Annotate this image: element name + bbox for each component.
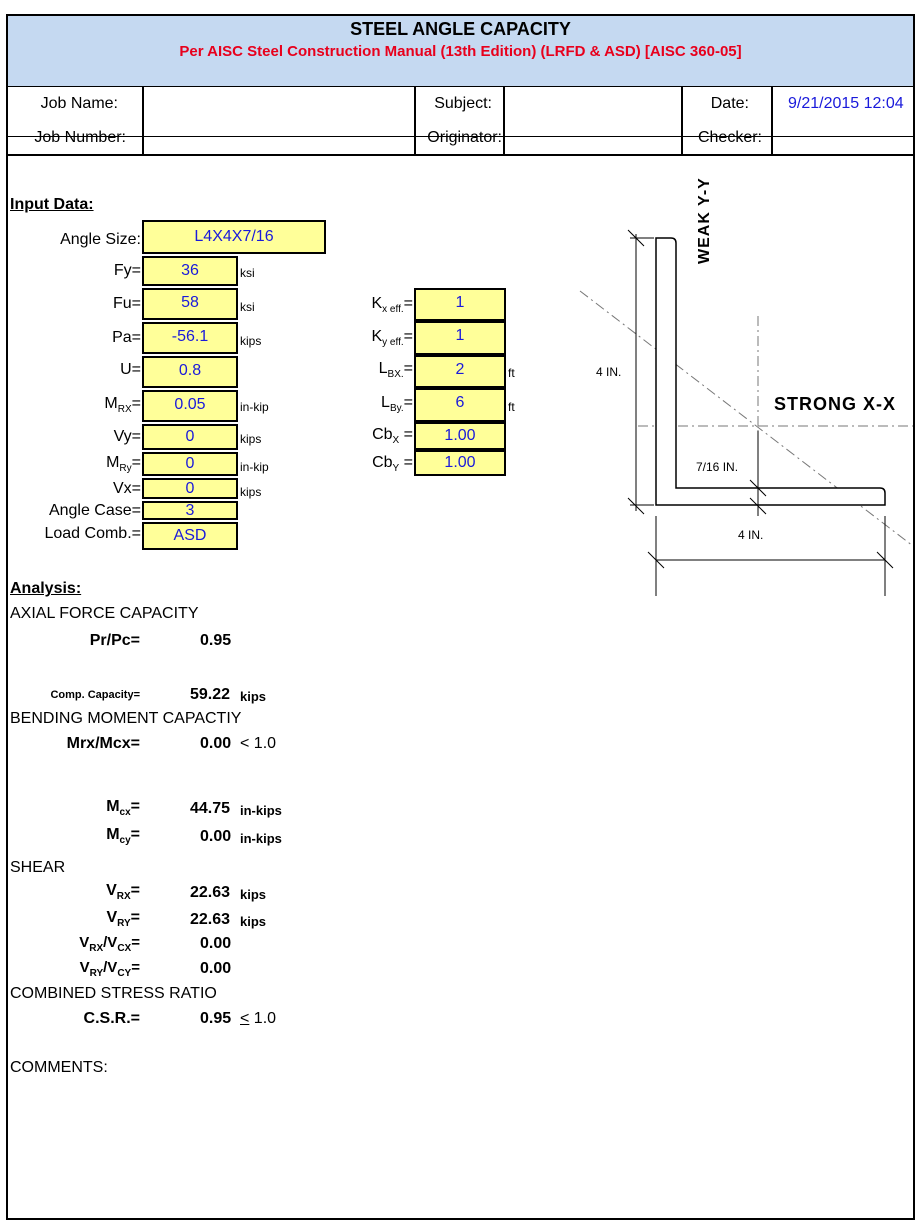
originator-field[interactable] xyxy=(506,138,680,153)
mry-input[interactable]: 0 xyxy=(142,452,238,476)
lby-input[interactable]: 6 xyxy=(414,388,506,422)
vry-value: 22.63 xyxy=(190,911,231,928)
mcx-unit: in-kips xyxy=(240,803,282,818)
bending-title: BENDING MOMENT CAPACTIY xyxy=(10,710,242,727)
cbx-label: $Cb_X$ = xyxy=(372,426,413,447)
pa-input[interactable]: -56.1 xyxy=(142,322,238,354)
mrx-mcx-note: < 1.0 xyxy=(240,735,277,752)
checker-field[interactable] xyxy=(774,138,912,153)
fy-unit: ksi xyxy=(240,266,255,280)
page-subtitle: Per AISC Steel Construction Manual (13th Edition) (LRFD & ASD) [AISC 360-05] xyxy=(179,43,742,60)
lby-unit: ft xyxy=(508,400,515,414)
height-dimension: 4 IN. xyxy=(596,365,622,379)
subject-field[interactable] xyxy=(506,88,680,135)
lbx-label: $L_{BX.}=$ xyxy=(378,360,413,381)
strong-axis-label: STRONG X-X xyxy=(774,394,897,414)
vry-vcy-value: 0.00 xyxy=(200,960,232,977)
shear-title: SHEAR xyxy=(10,859,66,876)
cby-label: $Cb_Y$ = xyxy=(372,454,413,475)
pa-label: Pa= xyxy=(112,329,141,346)
mry-label: $M_{Ry}=$ xyxy=(106,454,141,475)
vrx-label: $V_{RX}=$ xyxy=(106,882,140,903)
date-label: Date: xyxy=(710,95,749,112)
weak-axis-label: WEAK Y-Y xyxy=(696,177,713,264)
vy-unit: kips xyxy=(240,432,262,446)
job-name-label: Job Name: xyxy=(40,95,118,112)
job-number-field[interactable] xyxy=(145,138,413,153)
mcy-unit: in-kips xyxy=(240,831,282,846)
load-comb-input[interactable]: ASD xyxy=(142,522,238,550)
mrx-mcx-value: 0.00 xyxy=(200,735,232,752)
lbx-input[interactable]: 2 xyxy=(414,355,506,388)
vry-vcy-label: $V_{RY}/V_{CY}=$ xyxy=(79,959,140,979)
mry-unit: in-kip xyxy=(240,460,269,474)
vrx-vcx-value: 0.00 xyxy=(200,935,232,952)
pa-unit: kips xyxy=(240,334,262,348)
prpc-value: 0.95 xyxy=(200,632,232,649)
page-title: STEEL ANGLE CAPACITY xyxy=(350,19,571,39)
angle-size-input[interactable]: L4X4X7/16 xyxy=(142,220,326,254)
lby-label: $L_{By.}=$ xyxy=(381,394,413,415)
mrx-input[interactable]: 0.05 xyxy=(142,390,238,422)
angle-case-input[interactable]: 3 xyxy=(142,501,238,520)
mcx-value: 44.75 xyxy=(190,800,231,817)
date-field[interactable]: 9/21/2015 12:04 xyxy=(788,95,904,112)
fy-label: Fy= xyxy=(113,262,141,279)
comp-capacity-value: 59.22 xyxy=(190,686,231,703)
worksheet xyxy=(6,14,915,1220)
title-banner xyxy=(8,16,913,87)
cby-input[interactable]: 1.00 xyxy=(414,450,506,476)
mrx-mcx-label: Mrx/Mcx= xyxy=(66,735,140,752)
vry-unit: kips xyxy=(240,914,267,929)
fu-unit: ksi xyxy=(240,300,255,314)
vx-input[interactable]: 0 xyxy=(142,478,238,499)
csr-note: < 1.0 xyxy=(240,1010,277,1027)
mcy-label: $M_{cy}=$ xyxy=(106,826,140,847)
vx-label: Vx= xyxy=(112,480,141,497)
job-name-field[interactable] xyxy=(145,88,413,135)
kx-input[interactable]: 1 xyxy=(414,288,506,321)
mrx-unit: in-kip xyxy=(240,400,269,414)
comp-capacity-label: Comp. Capacity= xyxy=(50,689,140,701)
fu-input[interactable]: 58 xyxy=(142,288,238,320)
vrx-unit: kips xyxy=(240,887,267,902)
vrx-value: 22.63 xyxy=(190,884,231,901)
vrx-vcx-label: $V_{RX}/V_{CX}=$ xyxy=(79,934,140,954)
comments-label: COMMENTS: xyxy=(10,1059,108,1076)
mrx-label: $M_{RX}=$ xyxy=(104,395,141,416)
fy-input[interactable]: 36 xyxy=(142,256,238,286)
input-heading: Input Data: xyxy=(10,196,94,213)
vy-input[interactable]: 0 xyxy=(142,424,238,450)
angle-case-label: Angle Case= xyxy=(48,502,141,519)
axial-title: AXIAL FORCE CAPACITY xyxy=(10,605,199,622)
prpc-label: Pr/Pc= xyxy=(89,632,140,649)
width-dimension: 4 IN. xyxy=(738,528,764,542)
csr-label: C.S.R.= xyxy=(83,1010,140,1027)
kx-label: $K_{x eff.}=$ xyxy=(371,295,413,316)
subject-label: Subject: xyxy=(434,95,492,112)
vx-unit: kips xyxy=(240,485,262,499)
thickness-dimension: 7/16 IN. xyxy=(696,460,739,474)
analysis-heading: Analysis: xyxy=(10,580,82,597)
u-input[interactable]: 0.8 xyxy=(142,356,238,388)
mcx-label: $M_{cx}=$ xyxy=(106,798,140,819)
comments-area[interactable] xyxy=(10,1082,910,1212)
lbx-unit: ft xyxy=(508,366,515,380)
checker-label: Checker: xyxy=(697,129,762,146)
ky-label: $K_{y eff.}=$ xyxy=(371,328,413,349)
job-number-label: Job Number: xyxy=(34,129,126,146)
originator-label: Originator: xyxy=(427,129,502,146)
vy-label: Vy= xyxy=(113,428,141,445)
angle-size-label: Angle Size: xyxy=(60,231,141,248)
csr-title: COMBINED STRESS RATIO xyxy=(10,985,217,1002)
u-label: U= xyxy=(120,361,141,378)
cbx-input[interactable]: 1.00 xyxy=(414,422,506,450)
mcy-value: 0.00 xyxy=(200,828,232,845)
ky-input[interactable]: 1 xyxy=(414,321,506,355)
comp-capacity-unit: kips xyxy=(240,689,267,704)
csr-value: 0.95 xyxy=(200,1010,232,1027)
load-comb-label: Load Comb.= xyxy=(44,525,141,542)
vry-label: $V_{RY}=$ xyxy=(106,909,140,930)
fu-label: Fu= xyxy=(112,295,141,312)
